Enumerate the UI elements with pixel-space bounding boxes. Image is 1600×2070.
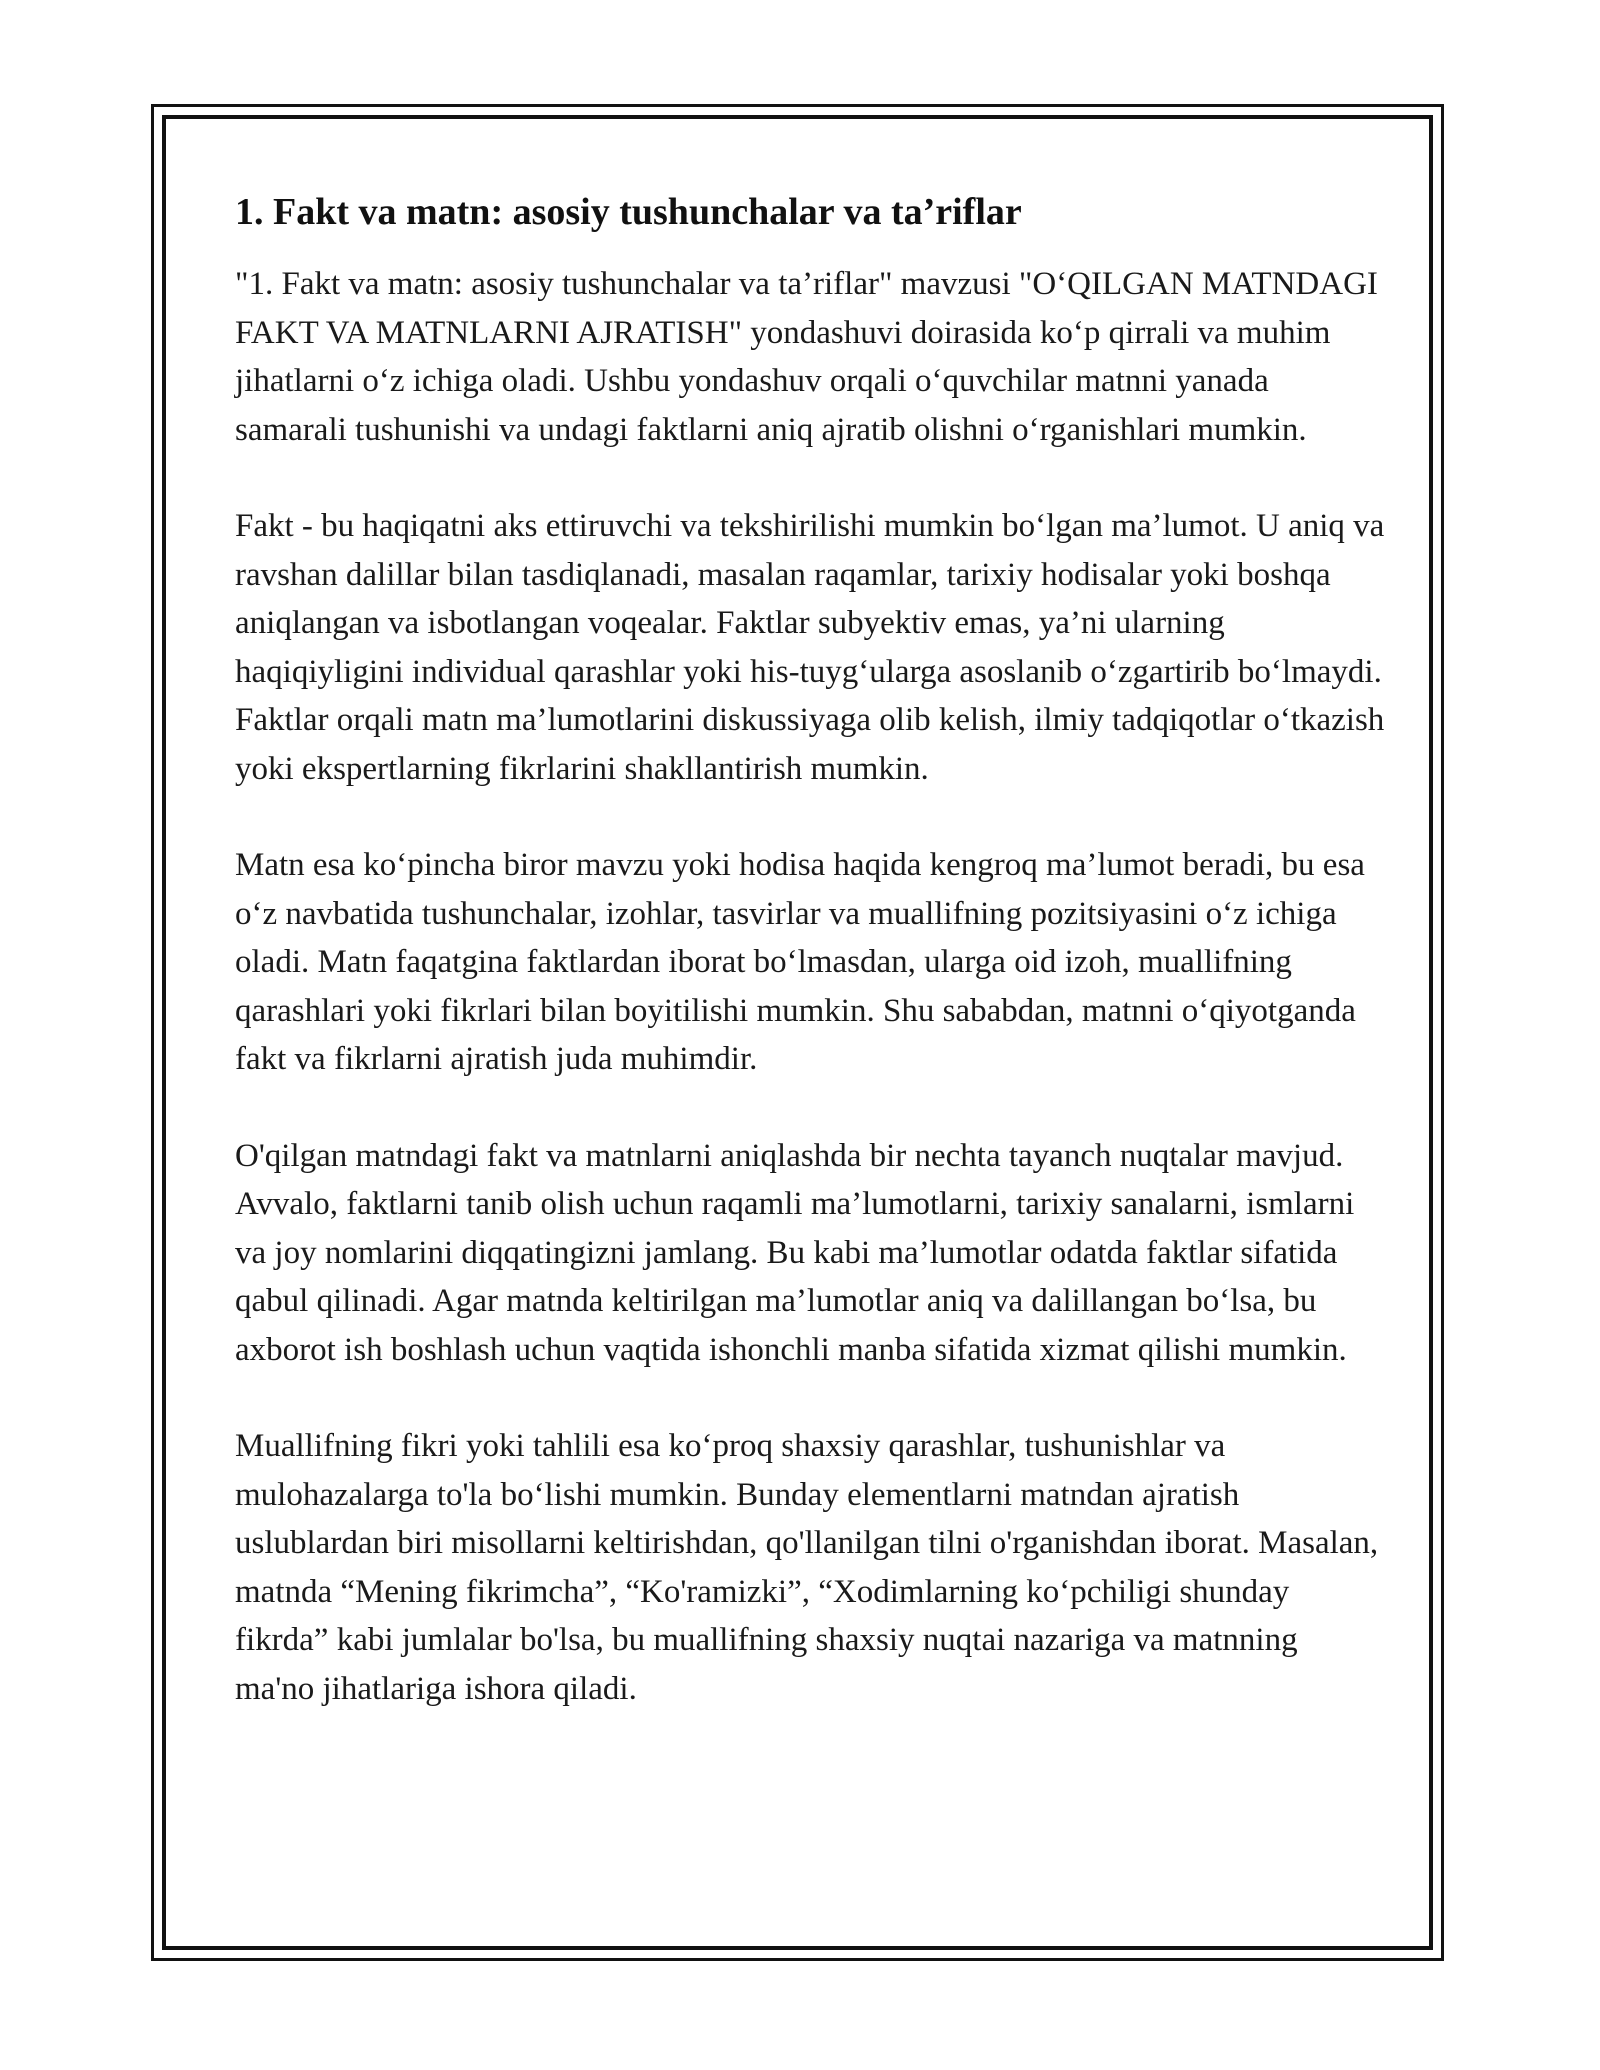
paragraph-intro: "1. Fakt va matn: asosiy tushunchalar va ta’riflar" mavzusi "O‘QILGAN MATNDAGI FAKT VA MATNLARNI AJRATISH" yondashuvi doirasida ko‘p qirrali va muhim jihatlarni o‘z ichiga oladi. Ushbu yondashuv orqali o‘quvchilar matnni yanada samarali tushunishi va undagi faktlarni aniq ajratib olishni o‘rganishlari mumkin. bbox=[235, 266, 1378, 448]
document-body bbox=[235, 186, 1385, 1761]
paragraph-fact-definition: Fakt - bu haqiqatni aks ettiruvchi va tekshirilishi mumkin bo‘lgan ma’lumot. U aniq va ravshan dalillar bilan tasdiqlanadi, masalan raqamlar, tarixiy hodisalar yoki boshqa aniqlangan va isbotlangan voqealar. Faktlar subyektiv emas, ya’ni ularning haqiqiyligini individual qarashlar yoki his-tuyg‘ularga asoslanib o‘zgartirib bo‘lmaydi. Faktlar orqali matn ma’lumotlarini diskussiyaga olib kelish, ilmiy tadqiqotlar o‘tkazish yoki ekspertlarning fikrlarini shakllantirish mumkin. bbox=[235, 508, 1385, 787]
paragraph-author-opinion: Muallifning fikri yoki tahlili esa ko‘proq shaxsiy qarashlar, tushunishlar va mulohazalarga to'la bo‘lishi mumkin. Bunday elementlarni matndan ajratish uslublardan biri misollarni keltirishdan, qo'llanilgan tilni o'rganishdan iborat. Masalan, matnda “Mening fikrimcha”, “Ko'ramizki”, “Xodimlarning ko‘pchiligi shunday fikrda” kabi jumlalar bo'lsa, bu muallifning shaxsiy nuqtai nazariga va matnning ma'no jihatlariga ishora qiladi. bbox=[235, 1428, 1379, 1707]
section-title: 1. Fakt va matn: asosiy tushunchalar va ta’riflar bbox=[235, 191, 1022, 233]
paragraph-text-definition: Matn esa ko‘pincha biror mavzu yoki hodisa haqida kengroq ma’lumot beradi, bu esa o‘z navbatida tushunchalar, izohlar, tasvirlar va muallifning pozitsiyasini o‘z ichiga oladi. Matn faqatgina faktlardan iborat bo‘lmasdan, ularga oid izoh, muallifning qarashlari yoki fikrlari bilan boyitilishi mumkin. Shu sababdan, matnni o‘qiyotganda fakt va fikrlarni ajratish juda muhimdir. bbox=[235, 847, 1365, 1077]
paragraph-identifying-facts: O'qilgan matndagi fakt va matnlarni aniqlashda bir nechta tayanch nuqtalar mavjud. Avvalo, faktlarni tanib olish uchun raqamli ma’lumotlarni, tarixiy sanalarni, ismlarni va joy nomlarini diqqatingizni jamlang. Bu kabi ma’lumotlar odatda faktlar sifatida qabul qilinadi. Agar matnda keltirilgan ma’lumotlar aniq va dalillangan bo‘lsa, bu axborot ish boshlash uchun vaqtida ishonchli manba sifatida xizmat qilishi mumkin. bbox=[235, 1137, 1355, 1368]
